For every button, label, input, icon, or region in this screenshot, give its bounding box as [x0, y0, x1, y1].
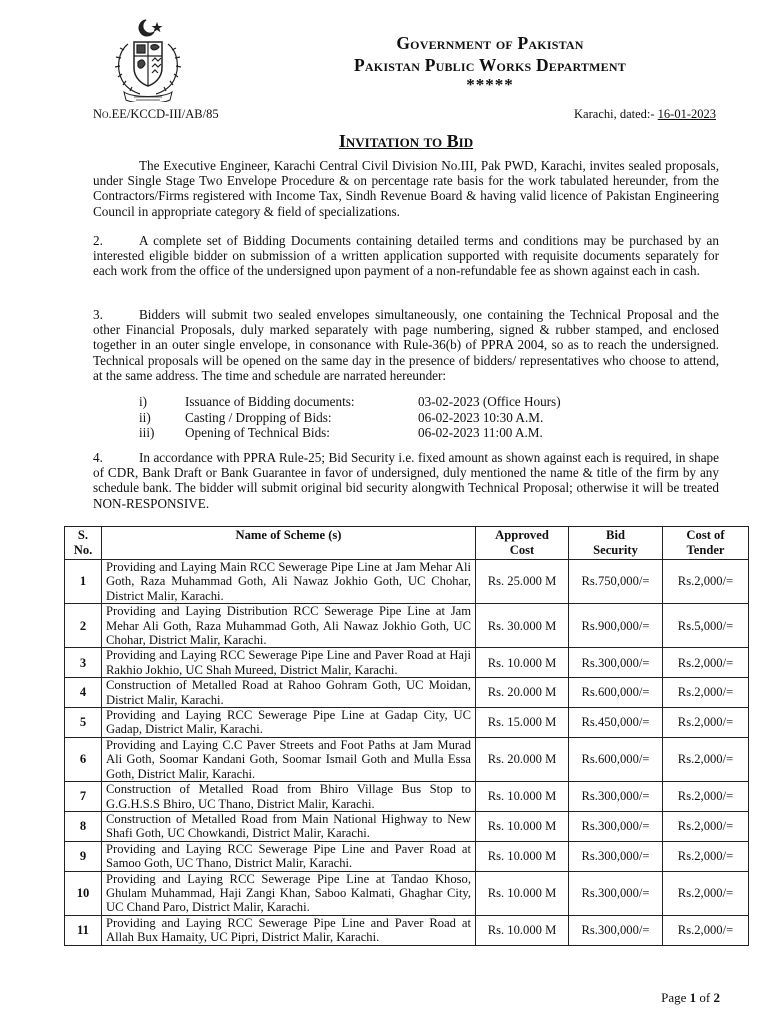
paragraph-number: 3.: [93, 307, 103, 322]
table-header-row: [65, 527, 749, 560]
table-row: [65, 604, 749, 648]
bid-security: Rs.450,000/=: [569, 708, 663, 738]
table-row: [65, 782, 749, 812]
schedule-value: 03-02-2023 (Office Hours): [418, 394, 561, 409]
table-row: [65, 871, 749, 915]
scheme-name: Providing and Laying RCC Sewerage Pipe Line and Paver Road at Allah Bux Hamaity, UC Pipri, District Malir, Karachi.: [102, 915, 476, 945]
table-row: [65, 811, 749, 841]
bid-security: Rs.900,000/=: [569, 604, 663, 648]
cost-of-tender: Rs.2,000/=: [663, 708, 749, 738]
header-line-2: Pakistan Public Works Department: [354, 55, 626, 75]
date-value: 16-01-2023: [657, 107, 716, 121]
schedule-label: Opening of Technical Bids:: [185, 425, 330, 440]
bid-schedule: [139, 394, 561, 441]
row-number: 3: [65, 648, 102, 678]
bid-security: Rs.300,000/=: [569, 915, 663, 945]
table-row: [65, 737, 749, 781]
schedule-item: [139, 410, 561, 426]
header-approved-cost: Approved Cost: [476, 527, 569, 560]
paragraph-2: [93, 233, 719, 279]
schemes-table: [64, 526, 749, 946]
cost-of-tender: Rs.2,000/=: [663, 737, 749, 781]
row-number: 4: [65, 678, 102, 708]
schedule-number: iii): [139, 425, 155, 440]
bid-security: Rs.300,000/=: [569, 841, 663, 871]
header-stars: *****: [466, 75, 514, 94]
header-sno: S. No.: [65, 527, 102, 560]
row-number: 11: [65, 915, 102, 945]
table-row: [65, 560, 749, 604]
page-number: Page 1 of 2: [661, 990, 720, 1005]
cost-of-tender: Rs.2,000/=: [663, 811, 749, 841]
schedule-item: [139, 425, 561, 441]
bid-security: Rs.750,000/=: [569, 560, 663, 604]
paragraph-3: [93, 307, 719, 383]
row-number: 2: [65, 604, 102, 648]
table-row: [65, 708, 749, 738]
schedule-number: i): [139, 394, 148, 409]
row-number: 9: [65, 841, 102, 871]
bid-security: Rs.300,000/=: [569, 782, 663, 812]
header-bid-security: Bid Security: [569, 527, 663, 560]
date-prefix: Karachi, dated:-: [574, 107, 655, 121]
header-line-1: Government of Pakistan: [396, 33, 584, 53]
table-row: [65, 915, 749, 945]
row-number: 8: [65, 811, 102, 841]
scheme-name: Providing and Laying Distribution RCC Sewerage Pipe Line at Jam Mehar Ali Goth, Raza Muhammad Goth, Ali Nawaz Jokhio Goth, UC Chohar, District Malir, Karachi.: [102, 604, 476, 648]
bid-security: Rs.300,000/=: [569, 648, 663, 678]
row-number: 6: [65, 737, 102, 781]
scheme-name: Providing and Laying C.C Paver Streets and Foot Paths at Jam Murad Ali Goth, Soomar Kandani Goth, Soomar Ismail Goth and Mulla Essa Goth, District Malir, Karachi.: [102, 737, 476, 781]
approved-cost: Rs. 20.000 M: [476, 678, 569, 708]
paragraph-text: In accordance with PPRA Rule-25; Bid Security i.e. fixed amount as shown against each is required, in shape of CDR, Bank Draft or Bank Guarantee in favor of undersigned, duly mentioned the name & title of the firm by any schedule bank. The bidder will submit original bid security alongwith Technical Proposal; otherwise it will be treated NON-RESPONSIVE.: [93, 450, 719, 511]
scheme-name: Providing and Laying RCC Sewerage Pipe Line at Tandao Khoso, Ghulam Muhammad, Haji Zangi Khan, Saboo Kalmati, Ghaghar City, UC Chand Paro, District Malir, Karachi.: [102, 871, 476, 915]
paragraph-number: 4.: [93, 450, 103, 465]
approved-cost: Rs. 10.000 M: [476, 915, 569, 945]
row-number: 1: [65, 560, 102, 604]
state-emblem-icon: [106, 16, 190, 102]
approved-cost: Rs. 15.000 M: [476, 708, 569, 738]
row-number: 10: [65, 871, 102, 915]
bid-security: Rs.600,000/=: [569, 678, 663, 708]
approved-cost: Rs. 10.000 M: [476, 648, 569, 678]
table-row: [65, 648, 749, 678]
paragraph-text: A complete set of Bidding Documents containing detailed terms and conditions may be purchased by an interested eligible bidder on submission of a written application supported with requisite documents separately for each work from the office of the undersigned upon payment of a non-refundable fee as shown against each in cash.: [93, 233, 719, 279]
dateline: [574, 107, 716, 122]
bid-security: Rs.600,000/=: [569, 737, 663, 781]
scheme-name: Construction of Metalled Road at Rahoo Gohram Goth, UC Moidan, District Malir, Karachi.: [102, 678, 476, 708]
table-row: [65, 678, 749, 708]
approved-cost: Rs. 25.000 M: [476, 560, 569, 604]
approved-cost: Rs. 10.000 M: [476, 871, 569, 915]
cost-of-tender: Rs.2,000/=: [663, 841, 749, 871]
row-number: 7: [65, 782, 102, 812]
bid-security: Rs.300,000/=: [569, 811, 663, 841]
cost-of-tender: Rs.2,000/=: [663, 871, 749, 915]
cost-of-tender: Rs.2,000/=: [663, 915, 749, 945]
bid-security: Rs.300,000/=: [569, 871, 663, 915]
approved-cost: Rs. 30.000 M: [476, 604, 569, 648]
scheme-name: Providing and Laying Main RCC Sewerage Pipe Line at Jam Mehar Ali Goth, Raza Muhammad Goth, Ali Nawaz Jokhio Goth, UC Chohar, District Malir, Karachi.: [102, 560, 476, 604]
scheme-name: Providing and Laying RCC Sewerage Pipe Line and Paver Road at Haji Rakhio Jokhio, UC Shah Mureed, District Malir, Karachi.: [102, 648, 476, 678]
header-scheme-name: Name of Scheme (s): [102, 527, 476, 560]
schedule-number: ii): [139, 409, 151, 425]
schedule-label: Issuance of Bidding documents:: [185, 394, 355, 409]
document-title: Invitation to Bid: [338, 131, 474, 151]
header-cost-of-tender: Cost of Tender: [663, 527, 749, 560]
approved-cost: Rs. 10.000 M: [476, 841, 569, 871]
schedule-value: 06-02-2023 10:30 A.M.: [418, 409, 544, 425]
schedule-label: Casting / Dropping of Bids:: [185, 409, 332, 425]
cost-of-tender: Rs.2,000/=: [663, 560, 749, 604]
approved-cost: Rs. 10.000 M: [476, 782, 569, 812]
cost-of-tender: Rs.2,000/=: [663, 648, 749, 678]
reference-number: No.EE/KCCD-III/AB/85: [93, 107, 219, 121]
cost-of-tender: Rs.2,000/=: [663, 678, 749, 708]
paragraph-text: Bidders will submit two sealed envelopes simultaneously, one containing the Technical Proposal and the other Financial Proposals, duly marked separately with page numbering, signed & rubber stamped, and enclosed together in an outer single envelope, in consonance with Rule-36(b) of PPRA 2004, so as to reach the undersigned. Technical proposals will be opened on the same day in the presence of bidders/ representatives who choose to attend, at the same address. The time and schedule are narrated hereunder:: [93, 307, 719, 383]
cost-of-tender: Rs.2,000/=: [663, 782, 749, 812]
row-number: 5: [65, 708, 102, 738]
scheme-name: Providing and Laying RCC Sewerage Pipe Line and Paver Road at Samoo Goth, UC Thano, District Malir, Karachi.: [102, 841, 476, 871]
scheme-name: Providing and Laying RCC Sewerage Pipe Line at Gadap City, UC Gadap, District Malir, Karachi.: [102, 708, 476, 738]
paragraph-1: The Executive Engineer, Karachi Central Civil Division No.III, Pak PWD, Karachi, invites sealed proposals, under Single Stage Two Envelope Procedure & on percentage rate basis for the work tabulated hereunder, from the Contractors/Firms registered with Income Tax, Sindh Revenue Board & having valid licence of Pakistan Engineering Council in appropriate category & field of specializations.: [93, 158, 719, 219]
paragraph-number: 2.: [93, 233, 103, 248]
paragraph-4: [93, 450, 719, 511]
table-row: [65, 841, 749, 871]
approved-cost: Rs. 20.000 M: [476, 737, 569, 781]
schedule-item: [139, 394, 561, 410]
scheme-name: Construction of Metalled Road from Bhiro Village Bus Stop to G.G.H.S.S Bhiro, UC Thano, District Malir, Karachi.: [102, 782, 476, 812]
approved-cost: Rs. 10.000 M: [476, 811, 569, 841]
schedule-value: 06-02-2023 11:00 A.M.: [418, 425, 543, 440]
cost-of-tender: Rs.5,000/=: [663, 604, 749, 648]
scheme-name: Construction of Metalled Road from Main National Highway to New Shafi Goth, UC Chowkandi, District Malir, Karachi.: [102, 811, 476, 841]
